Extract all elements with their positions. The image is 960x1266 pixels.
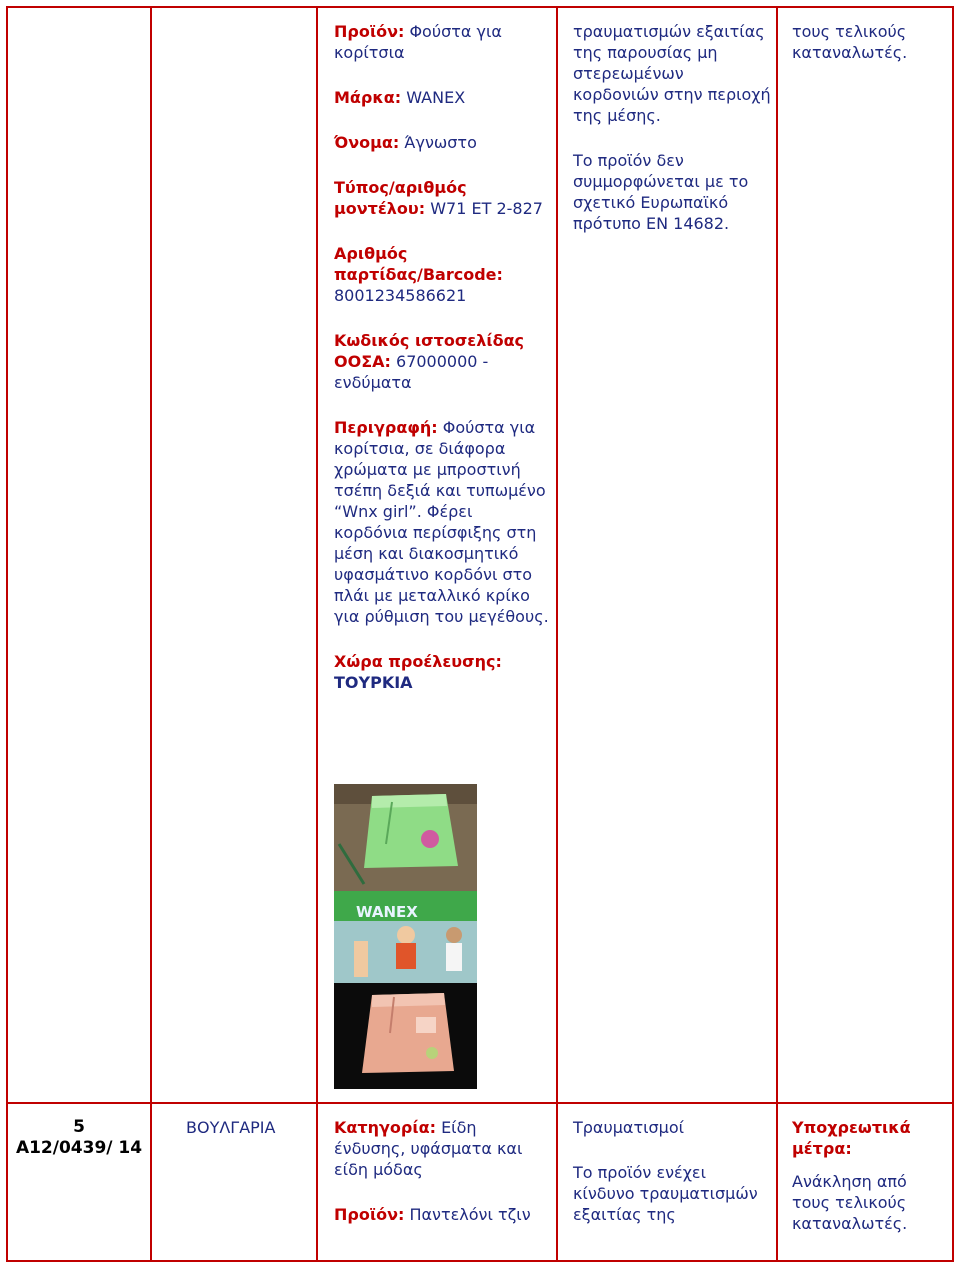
risk-description	[573, 21, 771, 258]
row2-risk-title: Τραυματισμοί	[573, 1118, 685, 1137]
product-description	[334, 21, 549, 693]
row1-country-cell	[150, 6, 318, 1104]
oecd-code-field: Κωδικός ιστοσελίδας ΟΟΣΑ: 67000000 - ενδύματα	[334, 331, 525, 392]
green-skirt-photo	[334, 784, 477, 891]
row2-measures-text: Ανάκληση από τους τελικούς καταναλωτές.	[792, 1172, 908, 1233]
green-skirt-image	[334, 784, 477, 891]
row1-number-cell	[6, 6, 152, 1104]
risk-text-1: τραυματισμών εξαιτίας της παρουσίας μη στερεωμένων κορδονιών στην περιοχή της μέσης.	[573, 22, 771, 125]
row2-measures-label: Υποχρεωτικά μέτρα:	[792, 1118, 911, 1158]
risk-text-2: Το προϊόν δεν συμμορφώνεται με το σχετικό Ευρωπαϊκό πρότυπο EN 14682.	[573, 151, 749, 233]
row2-product-field: Προϊόν: Παντελόνι τζιν	[334, 1205, 531, 1224]
description-field: Περιγραφή: Φούστα για κορίτσια, σε διάφορα χρώματα με μπροστινή τσέπη δεξιά και τυπωμένο “Wnx girl”. Φέρει κορδόνια περίσφιξης στη μέση και διακοσμητικό υφασμάτινο κορδόνι στο πλάι με μεταλλικό κρίκο για ρύθμιση του μεγέθους.	[334, 418, 549, 626]
wanex-logo-text: WANEX	[356, 903, 418, 921]
record-code: A12/0439/ 14	[15, 1138, 143, 1158]
row2-number-block	[14, 1117, 144, 1159]
row1-measures-cell	[776, 6, 954, 1104]
batch-field: Αριθμός παρτίδας/Barcode: 8001234586621	[334, 244, 503, 305]
origin-field: Χώρα προέλευσης: ΤΟΥΡΚΙΑ	[334, 652, 502, 692]
wanex-models-photo	[334, 891, 477, 983]
model-field: Τύπος/αριθμός μοντέλου: W71 ET 2-827	[334, 178, 543, 218]
measures-text	[792, 21, 942, 87]
name-field: Όνομα: Άγνωστο	[334, 133, 477, 152]
row2-measures-block	[792, 1117, 942, 1234]
row2-risk-text: Το προϊόν ενέχει κίνδυνο τραυματισμών εξαιτίας της	[573, 1163, 758, 1224]
pink-skirt-image	[334, 983, 477, 1089]
measures-text-value: τους τελικούς καταναλωτές.	[792, 22, 908, 62]
pink-skirt-photo	[334, 983, 477, 1089]
product-field: Προϊόν: Φούστα για κορίτσια	[334, 22, 502, 62]
row2-country: ΒΟΥΛΓΑΡΙΑ	[186, 1118, 276, 1137]
wanex-models-image	[334, 891, 477, 983]
row2-product-block	[334, 1117, 549, 1225]
brand-field: Μάρκα: WANEX	[334, 88, 466, 107]
record-number: 5	[73, 1117, 85, 1137]
category-field: Κατηγορία: Είδη ένδυσης, υφάσματα και είδη μόδας	[334, 1118, 523, 1179]
row2-risk-block	[573, 1117, 771, 1225]
